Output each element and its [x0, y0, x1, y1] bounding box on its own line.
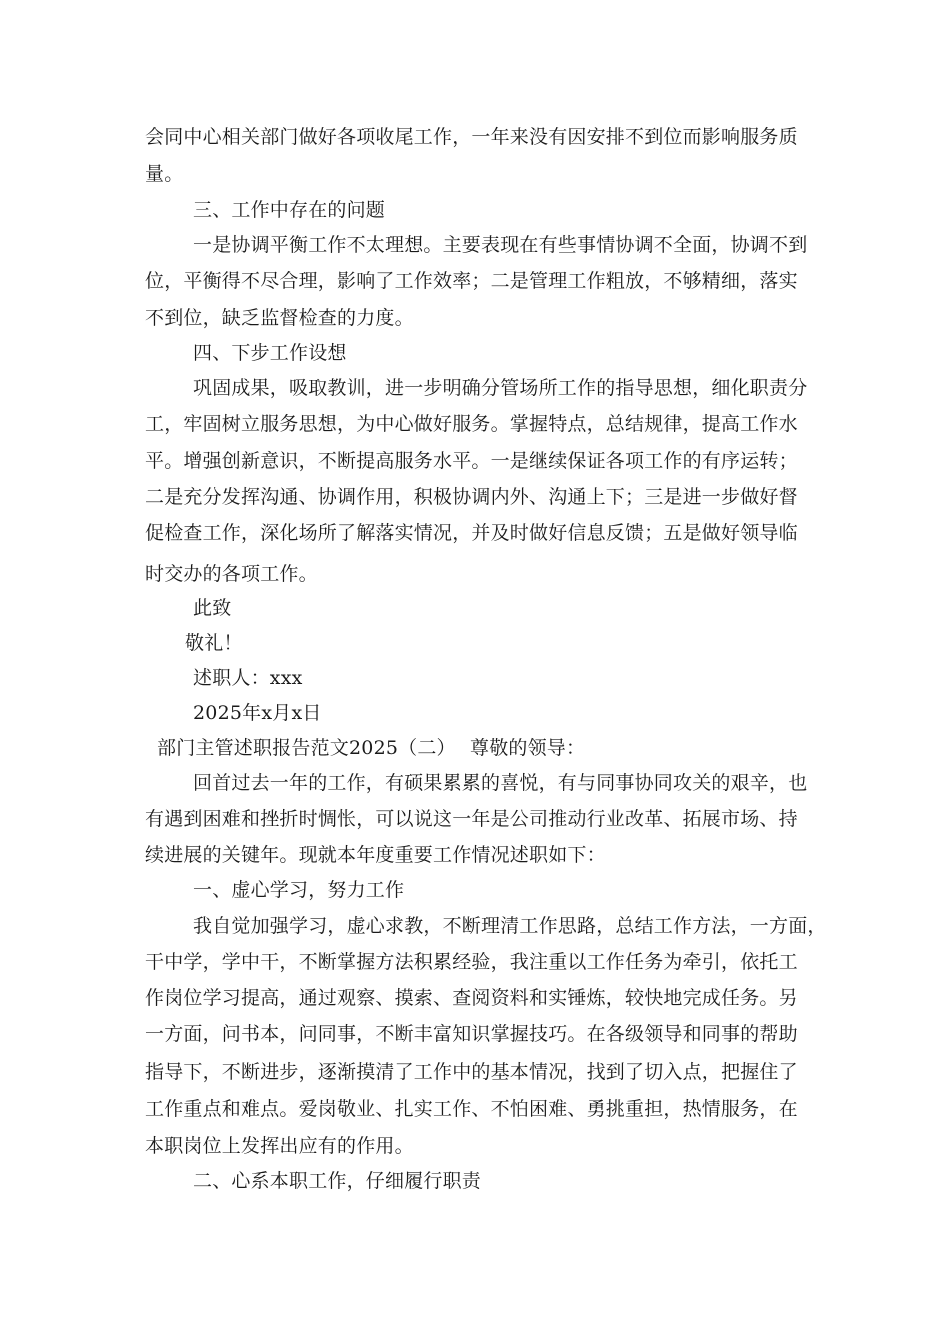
text-line: 一方面，问书本，问同事，不断丰富知识掌握技巧。在各级领导和同事的帮助 — [145, 1023, 798, 1045]
closing-line: 此致 — [193, 597, 232, 619]
text-line: 二是充分发挥沟通、协调作用，积极协调内外、沟通上下；三是进一步做好督 — [145, 486, 798, 508]
text-line: 不到位，缺乏监督检查的力度。 — [145, 307, 414, 329]
section-heading: 一、虚心学习，努力工作 — [193, 879, 405, 901]
greeting-line: 尊敬的领导： — [470, 737, 586, 759]
text-line: 我自觉加强学习，虚心求教，不断理清工作思路，总结工作方法，一方面， — [193, 915, 827, 937]
date-line: 2025年x月x日 — [193, 702, 322, 724]
salutation-line: 敬礼！ — [185, 632, 243, 654]
text-line: 时交办的各项工作。 — [145, 563, 318, 585]
signature-line: 述职人：xxx — [193, 667, 303, 689]
section-heading: 二、心系本职工作，仔细履行职责 — [193, 1170, 482, 1192]
text-line: 续进展的关键年。现就本年度重要工作情况述职如下： — [145, 844, 606, 866]
text-line: 回首过去一年的工作，有硕果累累的喜悦，有与同事协同攻关的艰辛，也 — [193, 772, 808, 794]
text-line: 促检查工作，深化场所了解落实情况，并及时做好信息反馈；五是做好领导临 — [145, 522, 798, 544]
text-line: 会同中心相关部门做好各项收尾工作，一年来没有因安排不到位而影响服务质 — [145, 126, 798, 148]
text-line: 量。 — [145, 163, 184, 185]
section-heading: 三、工作中存在的问题 — [193, 199, 386, 221]
text-line: 工，牢固树立服务思想，为中心做好服务。掌握特点，总结规律，提高工作水 — [145, 413, 798, 435]
text-line: 一是协调平衡工作不太理想。主要表现在有些事情协调不全面，协调不到 — [193, 234, 808, 256]
text-line: 工作重点和难点。爱岗敬业、扎实工作、不怕困难、勇挑重担，热情服务，在 — [145, 1098, 798, 1120]
text-line: 平。增强创新意识，不断提高服务水平。一是继续保证各项工作的有序运转； — [145, 450, 798, 472]
text-line: 指导下，不断进步，逐渐摸清了工作中的基本情况，找到了切入点，把握住了 — [145, 1061, 798, 1083]
section-heading: 四、下步工作设想 — [193, 342, 347, 364]
document-title: 部门主管述职报告范文2025（二） — [157, 737, 456, 759]
text-line: 位，平衡得不尽合理，影响了工作效率；二是管理工作粗放，不够精细，落实 — [145, 270, 798, 292]
text-line: 干中学，学中干，不断掌握方法积累经验，我注重以工作任务为牵引，依托工 — [145, 951, 798, 973]
text-line: 巩固成果，吸取教训，进一步明确分管场所工作的指导思想，细化职责分 — [193, 377, 808, 399]
text-line: 有遇到困难和挫折时惆怅，可以说这一年是公司推动行业改革、拓展市场、持 — [145, 808, 798, 830]
text-line: 作岗位学习提高，通过观察、摸索、查阅资料和实锤炼，较快地完成任务。另 — [145, 987, 798, 1009]
text-line: 本职岗位上发挥出应有的作用。 — [145, 1135, 414, 1157]
